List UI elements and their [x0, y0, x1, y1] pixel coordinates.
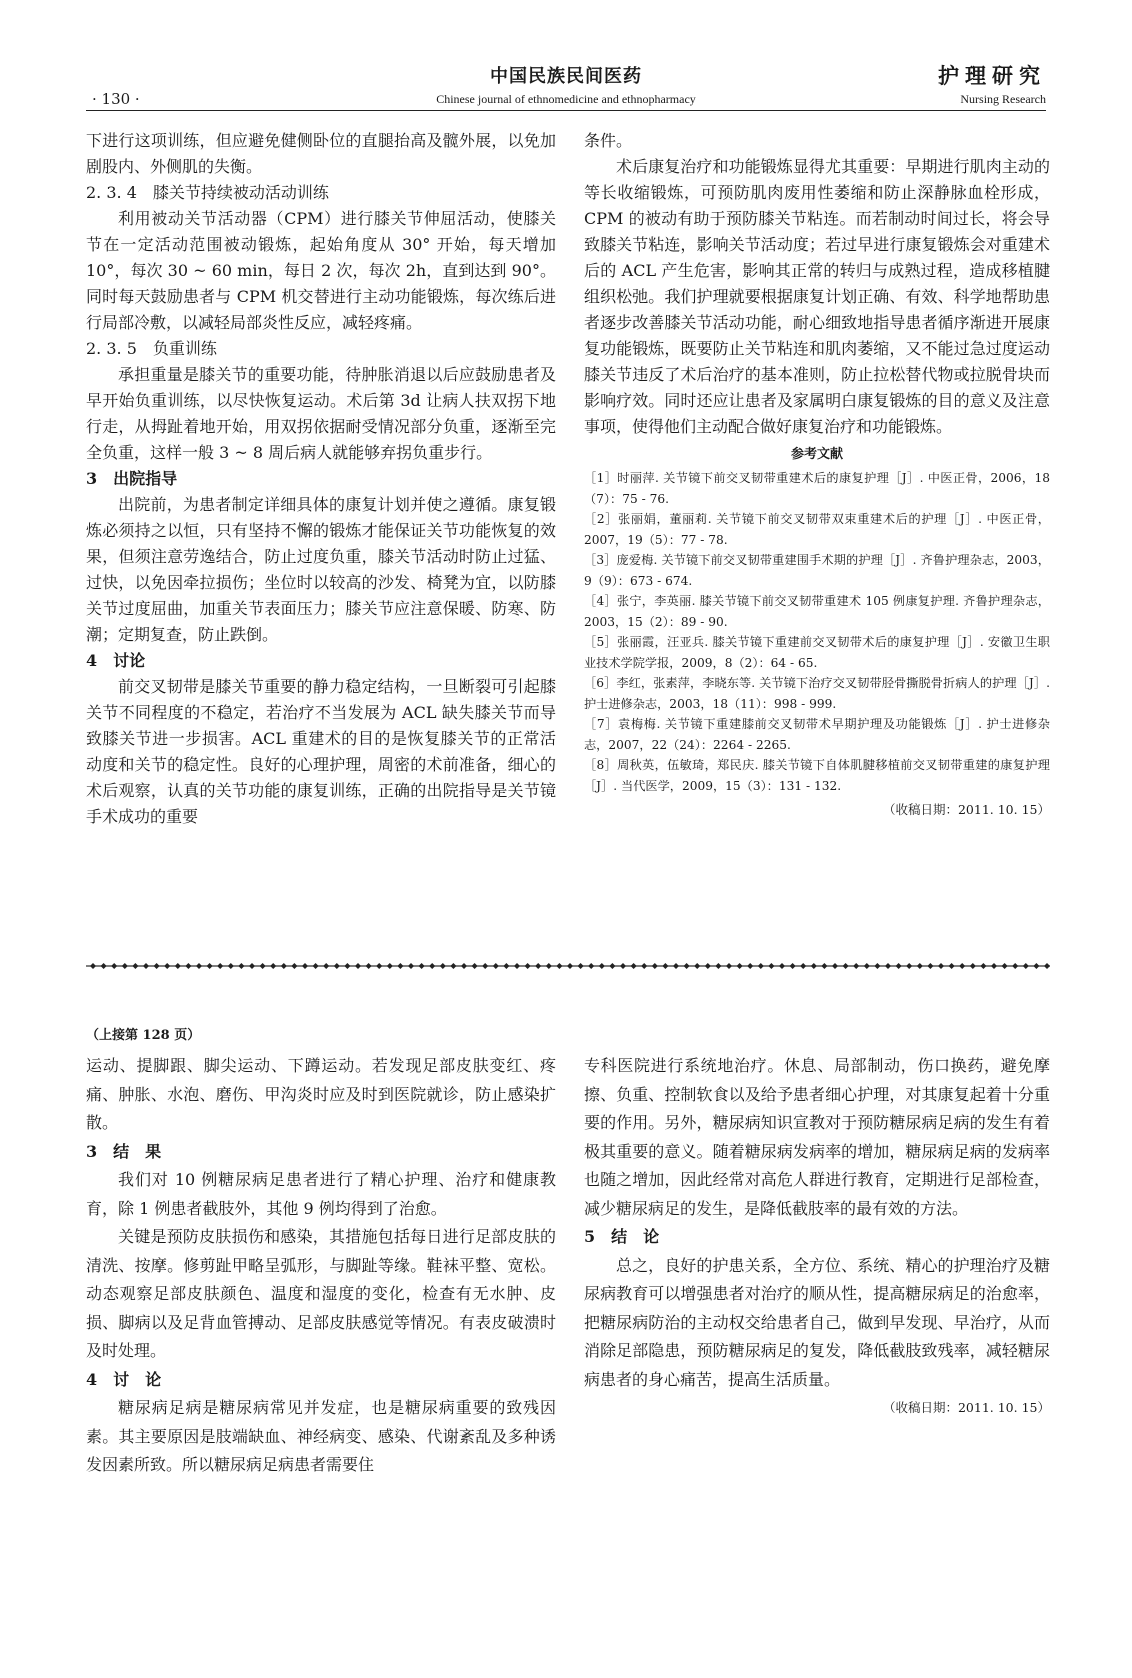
divider-diamond: [747, 963, 753, 969]
references-title: 参考文献: [790, 447, 843, 462]
divider-diamond: [1033, 963, 1039, 969]
article1-left-column: [86, 128, 556, 830]
divider-diamond: [376, 963, 382, 969]
paragraph: 前交叉韧带是膝关节重要的静力稳定结构，一旦断裂可引起膝关节不同程度的不稳定，若治疗不当发展为 ACL 缺失膝关节而导致膝关节进一步损害。ACL 重建术的目的是恢复膝关节的正常活动度和关节的稳定性。良好的心理护理，周密的术前准备，细心的术后观察，认真的关节功能的康复训练，正确的出院指导是关节镜手术成功的重要: [86, 677, 556, 826]
divider-diamond: [715, 963, 721, 969]
divider-diamond: [344, 963, 350, 969]
divider-diamond: [387, 963, 393, 969]
paragraph: 运动、提脚跟、脚尖运动、下蹲运动。若发现足部皮肤变红、疼痛、肿胀、水泡、磨伤、甲沟炎时应及时到医院就诊，防止感染扩散。: [86, 1056, 556, 1132]
divider-diamond: [217, 963, 223, 969]
divider-diamond: [238, 963, 244, 969]
divider-diamond: [631, 963, 637, 969]
reference-item: ［5］张丽霞，汪亚兵. 膝关节镜下重建前交叉韧带术后的康复护理［J］. 安徽卫生职业技术学院学报，2009，8（2）：64 - 65.: [584, 635, 1050, 670]
journal-title-cn: 中国民族民间医药: [490, 66, 642, 87]
divider-diamond: [525, 963, 531, 969]
divider-diamond: [334, 963, 340, 969]
divider-diamond: [874, 963, 880, 969]
divider-diamond: [291, 963, 297, 969]
paragraph: 糖尿病足病是糖尿病常见并发症，也是糖尿病重要的致残因素。其主要原因是肢端缺血、神经病变、感染、代谢紊乱及多种诱发因素所致。所以糖尿病足病患者需要住: [86, 1398, 556, 1474]
reference-list: [584, 468, 1050, 796]
divider-diamond: [355, 963, 361, 969]
divider-diamond: [991, 963, 997, 969]
divider-diamond: [281, 963, 287, 969]
divider-diamond: [758, 963, 764, 969]
divider-diamond: [906, 963, 912, 969]
paragraph: 承担重量是膝关节的重要功能，待肿胀消退以后应鼓励患者及早开始负重训练，以尽快恢复运动。术后第 3d 让病人扶双拐下地行走，从拇趾着地开始，用双拐依据耐受情况部分负重，逐渐至完全负重，这样一般 3 ~ 8 周后病人就能够弃拐负重步行。: [86, 365, 556, 462]
divider-diamond: [821, 963, 827, 969]
journal-title-en: Chinese journal of ethnomedicine and ethnopharmacy: [436, 92, 696, 106]
divider-diamond: [917, 963, 923, 969]
divider-diamond: [472, 963, 478, 969]
divider-diamond: [705, 963, 711, 969]
reference-item: ［8］周秋英，伍敏琦，郑民庆. 膝关节镜下自体肌腱移植前交叉韧带重建的康复护理［J］. 当代医学，2009，15（3）：131 - 132.: [584, 758, 1050, 793]
paragraph: 专科医院进行系统地治疗。休息、局部制动，伤口换药，避免摩擦、负重、控制软食以及给予患者细心护理，对其康复起着十分重要的作用。另外，糖尿病知识宣教对于预防糖尿病足病的发生有着极其重要的意义。随着糖尿病发病率的增加，糖尿病足病的发病率也随之增加，因此经常对高危人群进行教育，定期进行足部检查，减少糖尿病足的发生，是降低截肢率的最有效的方法。: [584, 1056, 1050, 1218]
divider-diamond: [122, 963, 128, 969]
paragraph: 出院前，为患者制定详细具体的康复计划并使之遵循。康复锻炼必须持之以恒，只有坚持不懈的锻炼才能保证关节功能恢复的效果，但须注意劳逸结合，防止过度负重，膝关节活动时防止过猛、过快，以免因牵拉损伤；坐位时以较高的沙发、椅凳为宜，以防膝关节过度屈曲，加重关节表面压力；膝关节应注意保暖、防寒、防潮；定期复查，防止跌倒。: [86, 495, 556, 644]
divider-diamond: [949, 963, 955, 969]
received-date: （收稿日期：2011. 10. 15）: [882, 802, 1050, 817]
divider-diamond: [546, 963, 552, 969]
continued-from-tag: （上接第 128 页）: [86, 1028, 201, 1043]
divider-diamond: [1002, 963, 1008, 969]
divider-diamond: [853, 963, 859, 969]
divider-diamond: [503, 963, 509, 969]
divider-diamond: [1012, 963, 1018, 969]
divider-diamond: [175, 963, 181, 969]
divider-diamond: [493, 963, 499, 969]
divider-diamond: [896, 963, 902, 969]
divider-diamond: [609, 963, 615, 969]
divider-diamond: [768, 963, 774, 969]
paragraph: 关键是预防皮肤损伤和感染，其措施包括每日进行足部皮肤的清洗、按摩。修剪趾甲略呈弧形，与脚趾等缘。鞋袜平整、宽松。动态观察足部皮肤颜色、温度和湿度的变化，检查有无水肿、皮损、脚病以及足背血管搏动、足部皮肤感觉等情况。有表皮破溃时及时处理。: [86, 1227, 556, 1360]
divider-diamond: [578, 963, 584, 969]
section-heading: 3 结 果: [86, 1141, 162, 1161]
divider-diamond: [440, 963, 446, 969]
divider-diamond: [397, 963, 403, 969]
divider-diamond: [726, 963, 732, 969]
paragraph: 总之，良好的护患关系，全方位、系统、精心的护理治疗及糖尿病教育可以增强患者对治疗的顺从性，提高糖尿病足的治愈率，把糖尿病防治的主动权交给患者自己，做到早发现、早治疗，从而消除足部隐患，预防糖尿病足的复发，降低截肢致残率，减轻糖尿病患者的身心痛苦，提高生活质量。: [584, 1255, 1050, 1389]
subsection-heading: 2. 3. 5 负重训练: [86, 339, 217, 358]
divider-diamond: [779, 963, 785, 969]
header-rule: [86, 110, 1046, 111]
section-heading: 5 结 论: [584, 1227, 660, 1246]
divider-diamond: [366, 963, 372, 969]
divider-diamond: [980, 963, 986, 969]
divider-diamond: [737, 963, 743, 969]
article2-right-column: [584, 1052, 1050, 1420]
divider-diamond: [461, 963, 467, 969]
article2-left-column: [86, 1052, 556, 1480]
article1-right-column: [584, 128, 1050, 822]
divider-diamond: [662, 963, 668, 969]
divider-diamond: [514, 963, 520, 969]
divider-diamond: [419, 963, 425, 969]
divider-diamond: [556, 963, 562, 969]
divider-diamond: [588, 963, 594, 969]
divider-diamond: [313, 963, 319, 969]
divider-diamond: [207, 963, 213, 969]
divider-diamond: [832, 963, 838, 969]
section-heading: 4 讨论: [86, 651, 146, 670]
divider-diamond: [323, 963, 329, 969]
divider-diamond: [567, 963, 573, 969]
reference-item: ［2］张丽娟，董丽莉. 关节镜下前交叉韧带双束重建术后的护理［J］. 中医正骨，2007，19（5）：77 - 78.: [584, 512, 1050, 547]
section-title-cn: 护理研究: [938, 63, 1046, 88]
reference-item: ［7］袁梅梅. 关节镜下重建膝前交叉韧带术早期护理及功能锻炼［J］. 护士进修杂志，2007，22（24）：2264 - 2265.: [584, 717, 1050, 752]
divider-diamond: [90, 963, 96, 969]
divider-diamond: [694, 963, 700, 969]
divider-diamond: [684, 963, 690, 969]
divider-diamond: [143, 963, 149, 969]
ornamental-divider: [86, 962, 1050, 970]
divider-diamond: [959, 963, 965, 969]
divider-diamond: [641, 963, 647, 969]
divider-diamond: [132, 963, 138, 969]
reference-item: ［1］时丽萍. 关节镜下前交叉韧带重建术后的康复护理［J］. 中医正骨，2006，18（7）：75 - 76.: [584, 471, 1050, 506]
divider-diamond: [249, 963, 255, 969]
divider-diamond: [938, 963, 944, 969]
divider-diamond: [1023, 963, 1029, 969]
divider-diamond: [927, 963, 933, 969]
divider-diamond: [450, 963, 456, 969]
reference-item: ［3］庞爱梅. 关节镜下前交叉韧带重建围手术期的护理［J］. 齐鲁护理杂志，2003，9（9）：673 - 674.: [584, 553, 1050, 588]
divider-diamond: [429, 963, 435, 969]
paragraph: 利用被动关节活动器（CPM）进行膝关节伸屈活动，使膝关节在一定活动范围被动锻炼，起始角度从 30° 开始，每天增加 10°，每次 30 ~ 60 min，每日 2 次，每次 2h，直到达到 90°。同时每天鼓励患者与 CPM 机交替进行主动功能锻炼，每次练后进行局部冷敷，以减轻局部炎性反应，减轻疼痛。: [86, 209, 556, 332]
reference-item: ［4］张宁，李英丽. 膝关节镜下前交叉韧带重建术 105 例康复护理. 齐鲁护理杂志，2003，15（2）：89 - 90.: [584, 594, 1050, 629]
paragraph: 条件。: [584, 131, 633, 150]
divider-diamond: [260, 963, 266, 969]
divider-diamond: [673, 963, 679, 969]
divider-diamond: [864, 963, 870, 969]
reference-item: ［6］李红，张素萍，李晓东等. 关节镜下治疗交叉韧带胫骨撕脱骨折病人的护理［J］. 护士进修杂志，2003，18（11）：998 - 999.: [584, 676, 1050, 711]
page-number: · 130 ·: [92, 90, 140, 108]
divider-diamond: [599, 963, 605, 969]
divider-diamond: [228, 963, 234, 969]
subsection-heading: 2. 3. 4 膝关节持续被动活动训练: [86, 183, 329, 202]
divider-diamond: [185, 963, 191, 969]
section-title-en: Nursing Research: [960, 92, 1046, 106]
divider-diamond: [302, 963, 308, 969]
divider-diamond: [164, 963, 170, 969]
divider-diamond: [196, 963, 202, 969]
paragraph: 我们对 10 例糖尿病足患者进行了精心护理、治疗和健康教育，除 1 例患者截肢外，其他 9 例均得到了治愈。: [86, 1170, 556, 1218]
divider-diamond: [270, 963, 276, 969]
divider-diamond: [970, 963, 976, 969]
divider-diamond: [101, 963, 107, 969]
divider-diamond: [811, 963, 817, 969]
section-heading: 4 讨 论: [86, 1369, 162, 1389]
received-date: （收稿日期：2011. 10. 15）: [882, 1400, 1050, 1415]
divider-diamond: [535, 963, 541, 969]
divider-diamond: [154, 963, 160, 969]
divider-diamond: [885, 963, 891, 969]
section-heading: 3 出院指导: [86, 469, 178, 488]
divider-diamond: [111, 963, 117, 969]
divider-diamond: [620, 963, 626, 969]
divider-diamond: [790, 963, 796, 969]
divider-diamond: [800, 963, 806, 969]
paragraph: 术后康复治疗和功能锻炼显得尤其重要：早期进行肌肉主动的等长收缩锻炼，可预防肌肉废用性萎缩和防止深静脉血栓形成，CPM 的被动有助于预防膝关节粘连。而若制动时间过长，将会导致膝关节粘连，影响关节活动度；若过早进行康复锻炼会对重建术后的 ACL 产生危害，影响其正常的转归与成熟过程，造成移植腱组织松弛。我们护理就要根据康复计划正确、有效、科学地帮助患者逐步改善膝关节活动功能，耐心细致地指导患者循序渐进开展康复功能锻炼，既要防止关节粘连和肌肉萎缩，又不能过急过度运动膝关节违反了术后治疗的基本准则，防止拉松替代物或拉脱骨块而影响疗效。同时还应让患者及家属明白康复锻炼的目的意义及注意事项，使得他们主动配合做好康复治疗和功能锻炼。: [584, 157, 1050, 436]
divider-diamond: [1044, 963, 1050, 969]
divider-diamond: [482, 963, 488, 969]
divider-diamond: [843, 963, 849, 969]
paragraph: 下进行这项训练，但应避免健侧卧位的直腿抬高及髋外展，以免加剧股内、外侧肌的失衡。: [86, 131, 556, 176]
divider-diamond: [408, 963, 414, 969]
divider-diamond: [652, 963, 658, 969]
